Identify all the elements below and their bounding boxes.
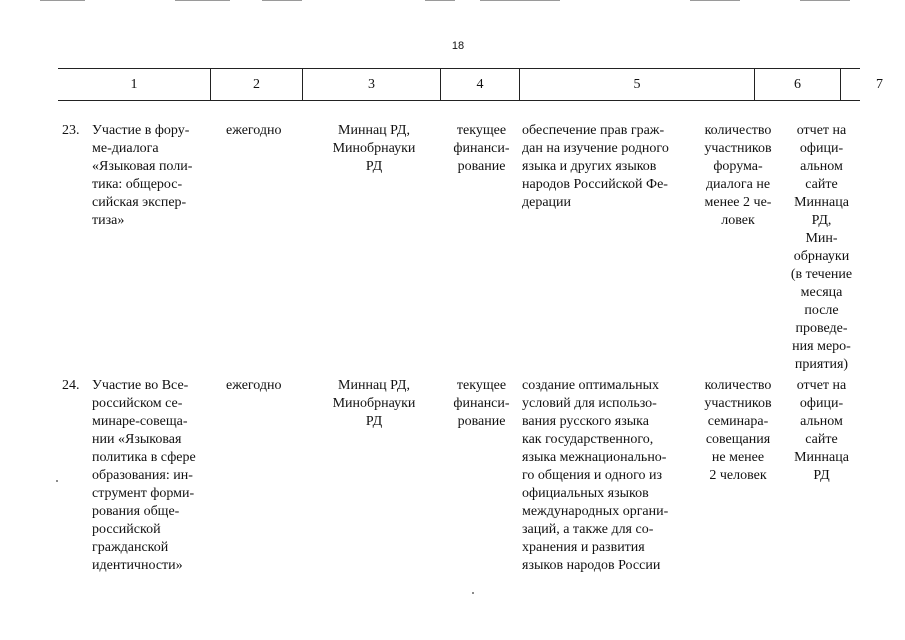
indicator-cell: количество участников семинара- совещания не менее 2 человек: [704, 378, 772, 483]
scan-edge-line: [480, 0, 560, 1]
scan-speck: [56, 480, 58, 482]
header-col-4: 4: [441, 69, 520, 100]
period-cell: ежегодно: [226, 123, 282, 138]
scan-edge-line: [262, 0, 302, 1]
report-cell: отчет на офици- альном сайте Миннаца РД: [794, 378, 849, 483]
row-number: 23.: [62, 123, 80, 138]
scan-edge-line: [800, 0, 850, 1]
funding-cell: текущее финанси- рование: [453, 378, 510, 429]
table-header: [58, 68, 883, 101]
header-col-1: 1: [58, 69, 211, 100]
row-number: 24.: [62, 378, 80, 393]
scan-edge-line: [690, 0, 740, 1]
page-number: 18: [451, 40, 465, 52]
executors-cell: Миннац РД, Минобрнауки РД: [332, 378, 416, 429]
scan-speck: [472, 592, 474, 594]
period-cell: ежегодно: [226, 378, 282, 393]
header-col-2: 2: [211, 69, 303, 100]
scan-edge-line: [175, 0, 230, 1]
header-col-5: 5: [520, 69, 755, 100]
indicator-cell: количество участников форума- диалога не менее 2 че- ловек: [704, 123, 772, 228]
executors-cell: Миннац РД, Минобрнауки РД: [332, 123, 416, 174]
result-cell: создание оптимальных условий для использо- вания русского языка как государственного, языка межнационально- го общения и одного из официальных языков международных органи- заций, а также для со- хранения и развития языков народов России: [522, 378, 669, 573]
header-col-7: 7: [876, 77, 883, 92]
scan-edge-line: [425, 0, 455, 1]
funding-cell: текущее финанси- рование: [453, 123, 510, 174]
report-cell: отчет на офици- альном сайте Миннаца РД, Мин- обрнауки (в течение месяца после проведе- ния меро- приятия): [790, 123, 853, 372]
event-cell: Участие во Все- российском се- минаре-совеща- нии «Языковая политика в сфере образования: ин- струмент форми- рования обще- российской гражданской идентичности»: [92, 378, 196, 573]
header-col-3: 3: [303, 69, 441, 100]
event-cell: Участие в фору- ме-диалога «Языковая поли- тика: общерос- сийская экспер- тиза»: [92, 123, 193, 228]
header-col-6: 6: [755, 69, 841, 100]
result-cell: обеспечение прав граж- дан на изучение родного языка и других языков народов Российской Фе- дерации: [522, 123, 669, 210]
scan-edge-line: [40, 0, 85, 1]
